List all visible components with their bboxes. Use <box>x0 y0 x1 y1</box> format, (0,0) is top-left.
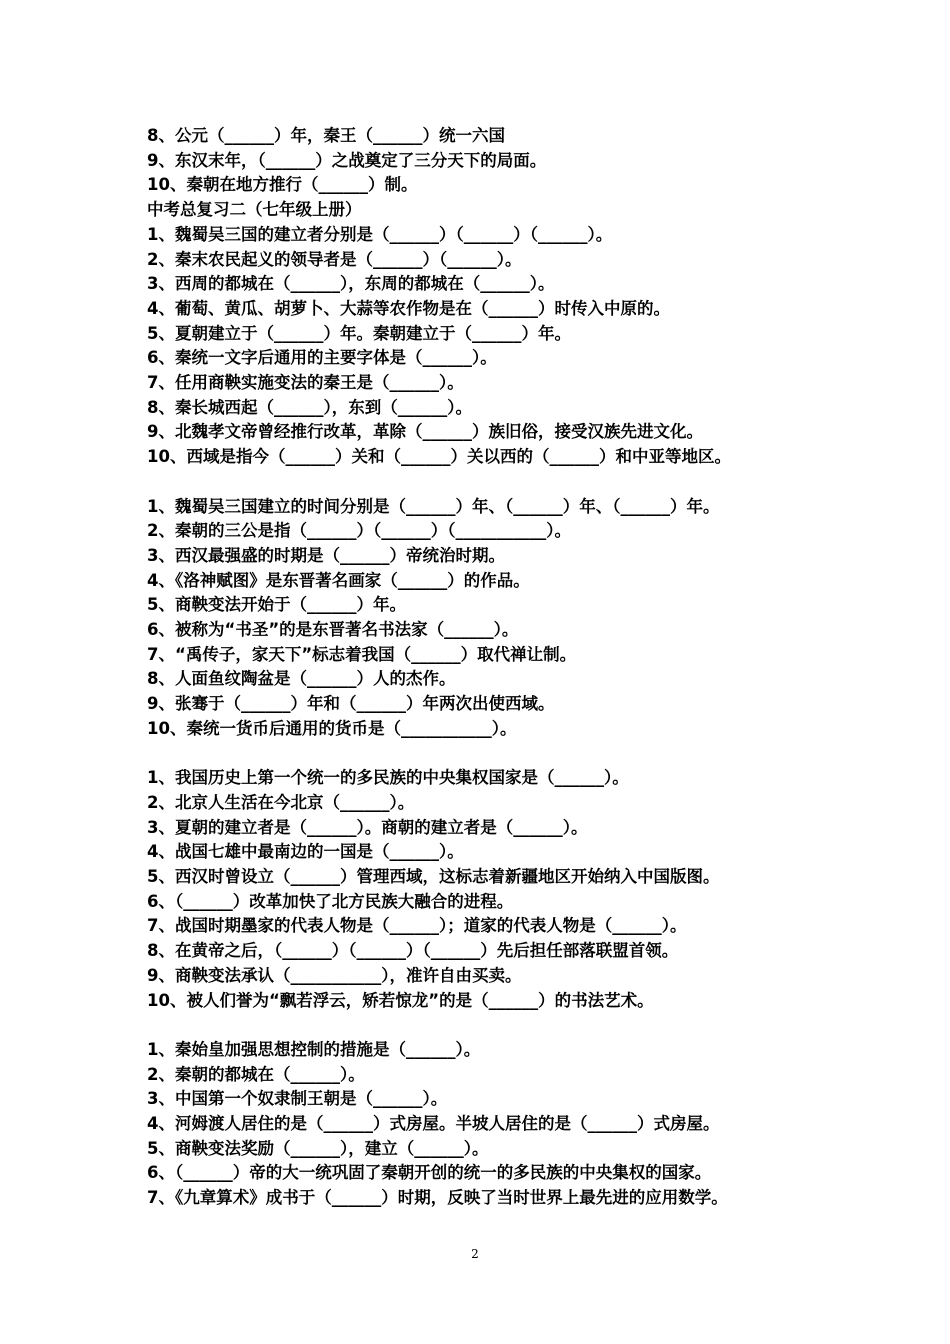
question-line: 6、（______）帝的大一统巩固了秦朝开创的统一的多民族的中央集权的国家。 <box>147 1163 712 1183</box>
question-block-3 <box>147 766 847 1013</box>
question-line: 9、张骞于（______）年和（______）年两次出使西域。 <box>147 694 555 714</box>
block-spacer <box>147 1013 847 1038</box>
question-line: 8、秦长城西起（______），东到（______）。 <box>147 397 472 417</box>
question-line: 6、秦统一文字后通用的主要字体是（______）。 <box>147 348 497 368</box>
question-line: 5、西汉时曾设立（______）管理西域，这标志着新疆地区开始纳入中国版图。 <box>147 867 720 887</box>
question-line: 1、我国历史上第一个统一的多民族的中央集权国家是（______）。 <box>147 768 629 788</box>
block-spacer <box>147 742 847 767</box>
question-block-4 <box>147 1038 847 1211</box>
page-number: 2 <box>471 1247 479 1261</box>
block-spacer <box>147 470 847 495</box>
question-line: 10、秦统一货币后通用的货币是（___________）。 <box>147 718 517 738</box>
question-line: 3、中国第一个奴隶制王朝是（______）。 <box>147 1089 448 1109</box>
question-line: 1、秦始皇加强思想控制的措施是（______）。 <box>147 1039 481 1059</box>
question-line: 7、《九章算术》成书于（______）时期，反映了当时世界上最先进的应用数学。 <box>147 1188 728 1208</box>
question-line: 6、（______）改革加快了北方民族大融合的进程。 <box>147 891 514 911</box>
question-line: 8、在黄帝之后，（______）（______）（______）先后担任部落联盟首领。 <box>147 941 679 961</box>
question-line: 6、被称为“书圣”的是东晋著名书法家（______）。 <box>147 620 519 640</box>
question-line: 10、被人们誉为“飘若浮云，矫若惊龙”的是（______）的书法艺术。 <box>147 990 654 1010</box>
section-heading: 中考总复习二（七年级上册） <box>147 200 362 220</box>
question-line: 2、秦末农民起义的领导者是（______）（______）。 <box>147 249 522 269</box>
question-line: 4、战国七雄中最南边的一国是（______）。 <box>147 842 464 862</box>
question-line: 9、北魏孝文帝曾经推行改革，革除（______）族旧俗，接受汉族先进文化。 <box>147 422 703 442</box>
question-line: 2、北京人生活在今北京（______）。 <box>147 792 415 812</box>
question-line: 3、西汉最强盛的时期是（______）帝统治时期。 <box>147 545 505 565</box>
question-line: 3、夏朝的建立者是（______）。商朝的建立者是（______）。 <box>147 817 588 837</box>
question-line: 1、魏蜀吴三国的建立者分别是（______）（______）（______）。 <box>147 224 613 244</box>
question-list <box>147 124 847 1211</box>
question-line: 8、公元（______）年，秦王（______）统一六国 <box>147 126 505 145</box>
question-block-2 <box>147 495 847 742</box>
question-line: 8、人面鱼纹陶盆是（______）人的杰作。 <box>147 669 456 689</box>
question-line: 5、商鞅变法奖励（______），建立（______）。 <box>147 1138 489 1158</box>
question-block-1 <box>147 124 847 470</box>
question-line: 4、《洛神赋图》是东晋著名画家（______）的作品。 <box>147 570 530 590</box>
question-line: 9、东汉末年，（______）之战奠定了三分天下的局面。 <box>147 150 547 170</box>
question-line: 2、秦朝的都城在（______）。 <box>147 1064 365 1084</box>
question-line: 10、西域是指今（______）关和（______）关以西的（______）和中亚等地区。 <box>147 447 731 467</box>
question-line: 2、秦朝的三公是指（______）（______）（___________）。 <box>147 521 571 541</box>
question-line: 3、西周的都城在（______），东周的都城在（______）。 <box>147 274 555 294</box>
question-line: 10、秦朝在地方推行（______）制。 <box>147 175 418 195</box>
question-line: 4、河姆渡人居住的是（______）式房屋。半坡人居住的是（______）式房屋。 <box>147 1114 720 1134</box>
question-line: 7、战国时期墨家的代表人物是（______）；道家的代表人物是（______）。 <box>147 916 687 936</box>
question-line: 7、任用商鞅实施变法的秦王是（______）。 <box>147 373 464 393</box>
question-line: 5、夏朝建立于（______）年。秦朝建立于（______）年。 <box>147 323 571 343</box>
question-line: 5、商鞅变法开始于（______）年。 <box>147 595 406 615</box>
question-line: 4、葡萄、黄瓜、胡萝卜、大蒜等农作物是在（______）时传入中原的。 <box>147 298 670 318</box>
question-line: 7、“禹传子，家天下”标志着我国（______）取代禅让制。 <box>147 644 577 664</box>
question-line: 9、商鞅变法承认（___________），准许自由买卖。 <box>147 965 522 985</box>
question-line: 1、魏蜀吴三国建立的时间分别是（______）年、（______）年、（______）年。 <box>147 496 720 516</box>
